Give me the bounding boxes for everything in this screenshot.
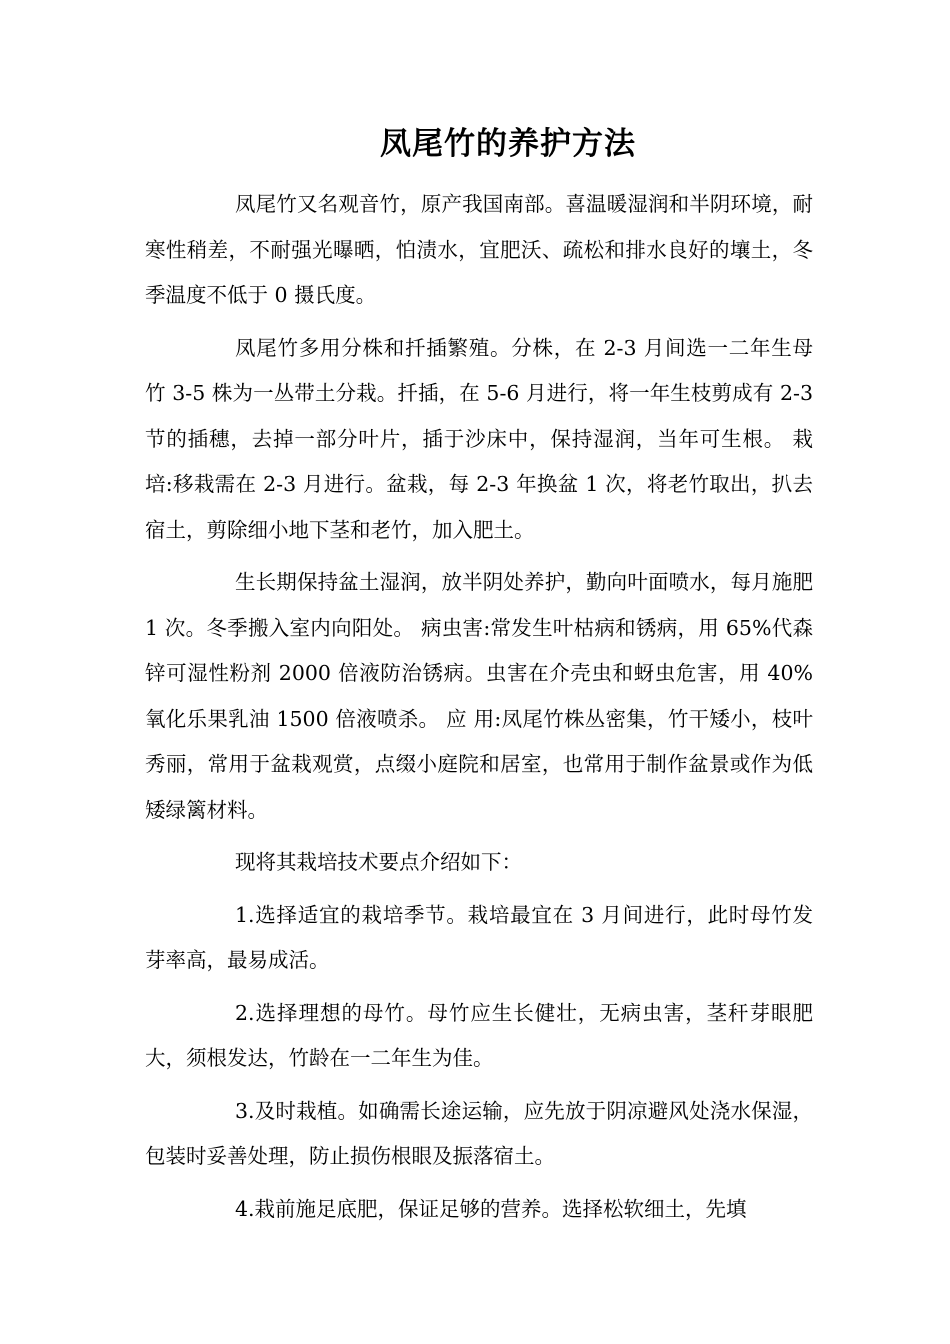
paragraph-step-2: 2.选择理想的母竹。母竹应生长健壮，无病虫害，茎秆芽眼肥大，须根发达，竹龄在一二年生为佳。: [145, 1000, 813, 1070]
paragraph-step-4: 4.栽前施足底肥，保证足够的营养。选择松软细土，先填: [235, 1196, 747, 1221]
paragraph-care-pests-use: 生长期保持盆土湿润，放半阴处养护，勤向叶面喷水，每月施肥 1 次。冬季搬入室内向阳处。 病虫害:常发生叶枯病和锈病，用 65%代森锌可湿性粉剂 2000 倍液防治锈病。虫害在介壳虫和蚜虫危害，用 40%氧化乐果乳油 1500 倍液喷杀。 应 用:凤尾竹株丛密集，竹干矮小，枝叶秀丽，常用于盆栽观赏，点缀小庭院和居室，也常用于制作盆景或作为低矮绿篱材料。: [145, 570, 813, 822]
paragraph-intro: 凤尾竹又名观音竹，原产我国南部。喜温暖湿润和半阴环境，耐寒性稍差，不耐强光曝晒，怕渍水，宜肥沃、疏松和排水良好的壤土，冬季温度不低于 0 摄氏度。: [145, 192, 813, 307]
paragraph-step-1: 1.选择适宜的栽培季节。栽培最宜在 3 月间进行，此时母竹发芽率高，最易成活。: [145, 902, 813, 972]
document-title: 凤尾竹的养护方法: [380, 126, 636, 162]
paragraph-propagation: 凤尾竹多用分株和扦插繁殖。分株，在 2-3 月间选一二年生母竹 3-5 株为一丛带土分栽。扦插，在 5-6 月进行，将一年生枝剪成有 2-3 节的插穗，去掉一部分叶片，插于沙床中，保持湿润，当年可生根。 栽培:移栽需在 2-3 月进行。盆栽，每 2-3 年换盆 1 次，将老竹取出，扒去宿土，剪除细小地下茎和老竹，加入肥土。: [145, 335, 813, 542]
document-body: [145, 182, 813, 1239]
paragraph-techniques-intro: 现将其栽培技术要点介绍如下：: [235, 850, 522, 874]
paragraph-step-3: 3.及时栽植。如确需长途运输，应先放于阴凉避风处浇水保湿，包装时妥善处理，防止损伤根眼及振落宿土。: [145, 1098, 813, 1168]
